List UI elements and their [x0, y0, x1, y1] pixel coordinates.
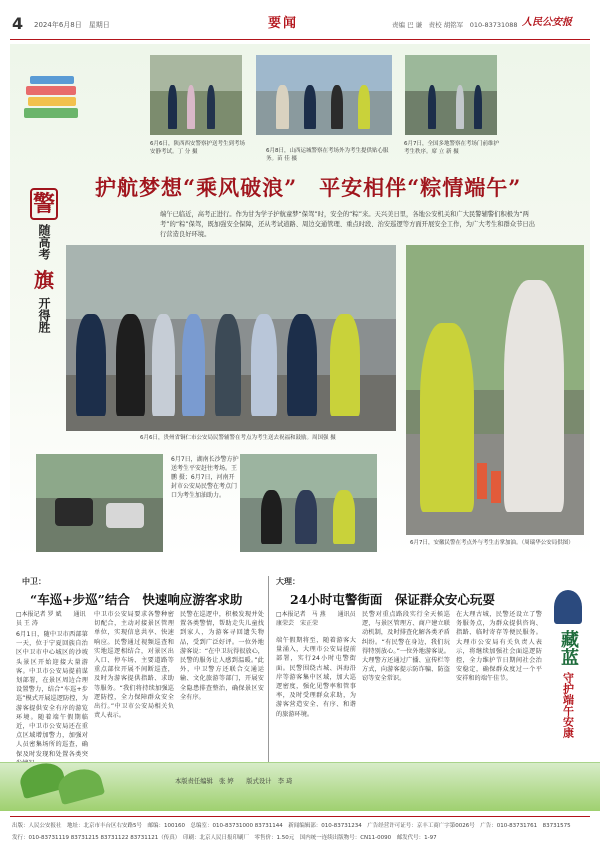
bottom-photo-1 [36, 454, 163, 552]
right-photo-caption: 6月7日，安徽民警在考点外与考生击掌加油。（周瑞华公安局供图） [410, 540, 574, 546]
side-caption: 6月7日，湖南长沙警方护送考生平安赶往考场。王 鹏 摄；6月7日，河南开封市公安局民警在考点门口为考生加油助力。 [171, 456, 239, 499]
footer-line-1: 出版：人民公安报社 地址：北京市丰台区右安路5号 邮编：100160 总编室：010-83731000 83731144 新闻编辑部：010-83731234 广告经营许可证号：京丰工商广字第0026号 广告：010-83731761 83731575 [12, 823, 571, 829]
main-photo-caption: 6月6日，贵州省铜仁市公安局民警辅警在考点为考生送去祝福和鼓励。周国强 摄 [140, 435, 336, 441]
right-article-col3: 在大理古城，民警还设立了警务服务点，为群众提供咨询、指路、临时寄存等便民服务。大理市公安局有关负责人表示，将继续加强社会面巡逻防控，全力维护节日期间社会治安稳定，确保群众度过一个平安祥和的端午佳节。 [456, 611, 542, 683]
page-editor-line: 本版责任编辑 张 婷 版式设计 李 琦 [175, 778, 293, 785]
vertical-side-title [30, 188, 58, 333]
header-rule [10, 39, 590, 40]
section-title: 要闻 [268, 16, 299, 31]
police-figure-icon [554, 590, 582, 624]
top-photo-3 [405, 55, 497, 135]
feature-lead: 端午已临近，高考正进行。作为甘为学子护航童梦“保驾”时，安全的“粽”来。天兴美日里，各地公安机关和广大民警辅警们积极为“两考”的“粽”保驾，既加强安全保障，还从考试道路、周边交通管理、重点时段、治安巡逻等方面开展安全工作，为广大考生和群众节日出行营造良好环境。 [160, 211, 536, 238]
main-group-photo [66, 245, 396, 431]
left-article-title: “车巡+步巡”结合 快速响应游客求助 [30, 592, 243, 607]
sidebar-title-1: 藏蓝 [558, 630, 579, 666]
issue-date: 2024年6月8日 星期日 [34, 21, 110, 29]
page-number: 4 [12, 14, 24, 33]
page-header [0, 0, 600, 40]
right-article-title: 24小时屯警街面 保证群众安心玩耍 [290, 592, 495, 607]
newspaper-logo: 人民公安报 [522, 17, 572, 28]
top-photo-2 [256, 55, 392, 135]
right-article-col2: 民警对重点路段实行全天候巡逻，与景区管理方、商户建立联动机制，及时排查化解各类矛盾纠纷。“有民警在身边，我们玩得特别放心。”一位外地游客说。大理警方还通过广播、宣传栏等方式，向游客提示防诈骗、防盗窃等安全常识。 [362, 611, 450, 683]
top-caption-1: 6月6日，陕西西安警察护送考生到考场安静考试。丁 分 摄 [150, 141, 245, 155]
feature-headline: 护航梦想“乘风破浪” 平安相伴“粽情端午” [95, 175, 522, 200]
top-caption-3: 6月7日，全国多地警察在考场门前维护考生秩序。席 立 新 摄 [404, 141, 499, 155]
footer-rule [10, 816, 590, 817]
sidebar-title-2: 守护端午安康 [561, 672, 575, 738]
right-sidebar-title [548, 590, 588, 738]
header-editors: 责编 巴 谦 责校 胡铭军 010-83731088 [392, 21, 518, 29]
right-tall-photo [406, 245, 584, 535]
column-divider [268, 576, 269, 766]
left-article-col3: 民警在巡逻中，积极发现并处置各类警情，帮助走失儿童找到家人，为游客寻回遗失物品，受到广泛好评。一位外地游客说：“在中卫玩得很放心，民警的服务让人感到温暖。”此外，中卫警方还联合交通运输、文化旅游等部门，开展安全隐患排查整治，确保景区安全有序。 [180, 611, 264, 701]
books-illustration [24, 68, 84, 128]
bottom-photo-2 [240, 454, 377, 552]
left-article-byline: □本报记者 罗 斌 通讯员 王 涛 [16, 611, 86, 627]
left-article-kicker: 中卫： [22, 577, 46, 586]
top-caption-2: 6月8日，山西运城警察在考场外为考生提供贴心服务。苗 佳 摄 [266, 148, 389, 162]
footer-line-2: 发行：010-83731119 83731215 83731122 83731121（传真） 印刷：北京人民日报印刷厂 零售价：1.50元 国内统一连续出版物号：CN11-0090 邮发代号：1-97 [12, 835, 437, 841]
right-article-byline: □本报记者 马 燕 通讯员 康荣芸 宋正荣 [276, 611, 362, 627]
top-photo-1 [150, 55, 242, 135]
vertical-title-line1: 随高考 [37, 224, 51, 260]
right-article-kicker: 大理： [276, 577, 300, 586]
left-article-col1: 6月1日，随中卫市西部第一天，位于宁夏回族自治区中卫市中心城区的沙坡头景区开始迎接大量游客。中卫市公安局提前谋划部署，在景区周边合理设置警力，结合“车巡+步巡”模式开展巡逻防控，为游客提供安全有序的游览环境。随着端午假期临近，中卫市公安局还在重点区域增加警力，加强对人员密集场所的巡查，确保及时发现和处置各类突 [16, 631, 88, 758]
vertical-title-seal: 旗 [34, 268, 54, 292]
right-article-col1: 端午假期将至，随着游客大量涌入，大理市公安局提前部署，实行24小时屯警街面。民警围绕古城、洱海沿岸等游客集中区域，加大巡逻密度，强化见警率和管事率，及时受理群众求助，为游客营造安全、有序、和谐的旅游环境。 [276, 637, 356, 718]
vertical-title-line2: 开得胜 [37, 297, 51, 333]
vertical-title-char: 警 [30, 188, 58, 220]
left-article-col2: 中卫市公安局要求各警种密切配合，主动对接景区管理单位，实现信息共享、快速响应。民警通过视频巡查和实地巡逻相结合，对景区出入口、停车场、主要道路等重点部位开展不间断巡查，及时为游客提供指路、求助等服务。“我们将持续加强巡逻防控，全力保障群众安全出行。”中卫市公安局相关负责人表示。 [94, 611, 174, 720]
